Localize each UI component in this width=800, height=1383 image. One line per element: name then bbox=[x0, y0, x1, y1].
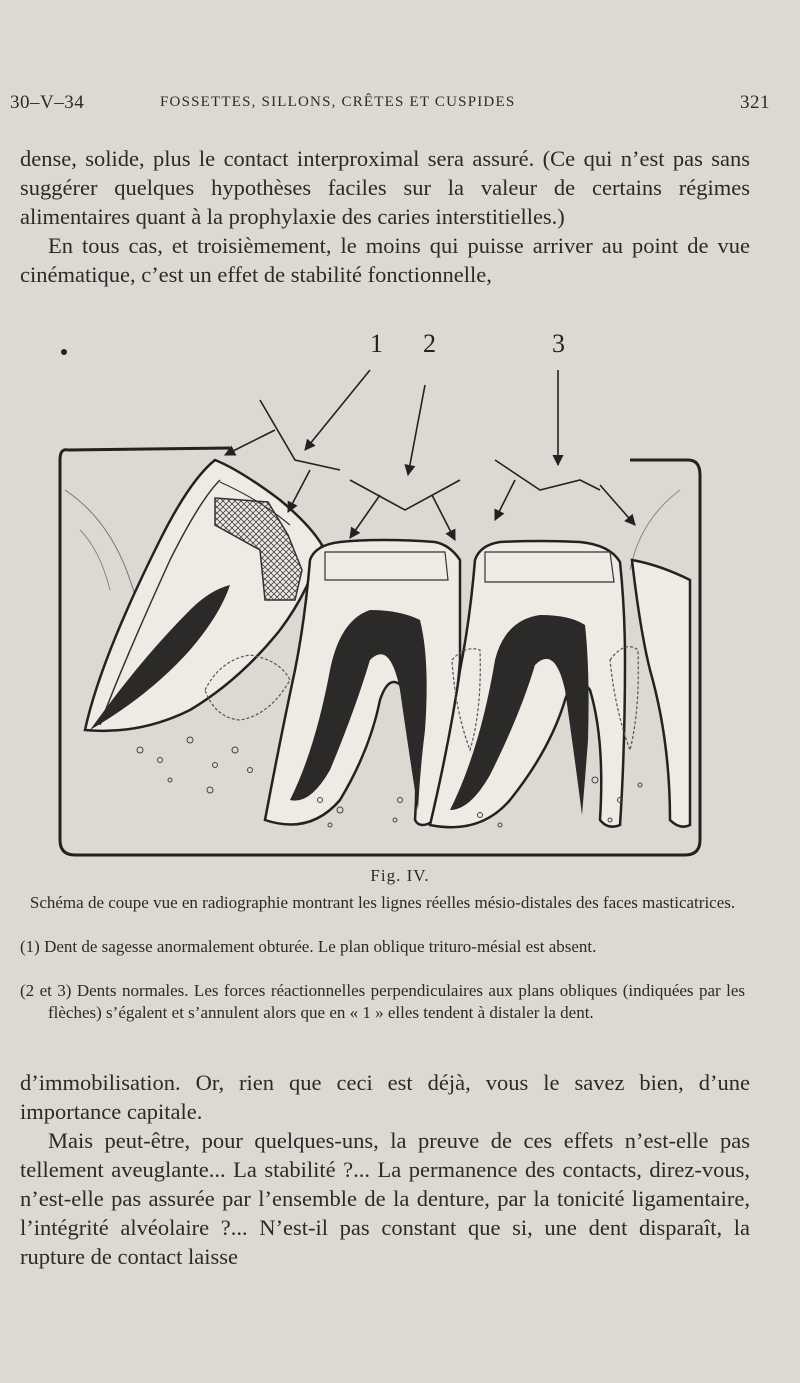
occlusal-lines bbox=[260, 400, 600, 510]
caption-item-1: (1) Dent de sagesse anormalement obturée. Le plan oblique trituro-mésial est absent. bbox=[20, 937, 597, 956]
label-3: 3 bbox=[552, 330, 565, 358]
bone-dots bbox=[137, 737, 642, 827]
paragraph: d’immobilisation. Or, rien que ceci est déjà, vous le savez bien, d’une importance capitale. bbox=[20, 1070, 750, 1124]
paragraph: dense, solide, plus le contact interproximal sera assuré. (Ce qui n’est pas sans suggérer quelques hypothèses faciles sur la valeur de certains régimes alimentaires quant à la prophylaxie des caries interstitielles.) bbox=[20, 146, 750, 229]
label-1: 1 bbox=[370, 330, 383, 358]
tooth-1 bbox=[85, 460, 322, 731]
label-2: 2 bbox=[423, 330, 436, 358]
figure-caption-item bbox=[20, 980, 745, 1024]
running-head bbox=[10, 92, 770, 118]
tooth-section-figure bbox=[40, 330, 720, 870]
figure-caption-item bbox=[20, 936, 745, 958]
text-block-bottom bbox=[20, 1068, 750, 1271]
paragraph: Mais peut-être, pour quelques-uns, la preuve de ces effets n’est-elle pas tellement aveuglante... La stabilité ?... La permanence des contacts, direz-vous, n’est-elle pas assurée par l’ensemble de la denture, par la tonicité ligamentaire, l’intégrité alvéolaire ?... N’est-il pas constant que si, une dent disparaît, la rupture de contact laisse bbox=[20, 1128, 750, 1269]
running-title: FOSSETTES, SILLONS, CRÊTES ET CUSPIDES bbox=[160, 94, 516, 110]
tooth-diagram bbox=[40, 330, 720, 870]
caption-item-2: (2 et 3) Dents normales. Les forces réactionnelles perpendiculaires aux plans obliques (indiquées par les flèches) s’égalent et s’annulent alors que en « 1 » elles tendent à distaler la dent. bbox=[20, 981, 745, 1022]
page-number: 321 bbox=[740, 92, 770, 113]
text-block-top bbox=[20, 144, 750, 289]
chapter-date: 30–V–34 bbox=[10, 92, 85, 113]
paragraph: En tous cas, et troisièmement, le moins qui puisse arriver au point de vue cinématique, c’est un effet de stabilité fonctionnelle, bbox=[20, 233, 750, 287]
figure-caption: Schéma de coupe vue en radiographie montrant les lignes réelles mésio-distales des faces masticatrices. bbox=[29, 893, 736, 912]
figure-title: Fig. IV. bbox=[370, 866, 430, 885]
